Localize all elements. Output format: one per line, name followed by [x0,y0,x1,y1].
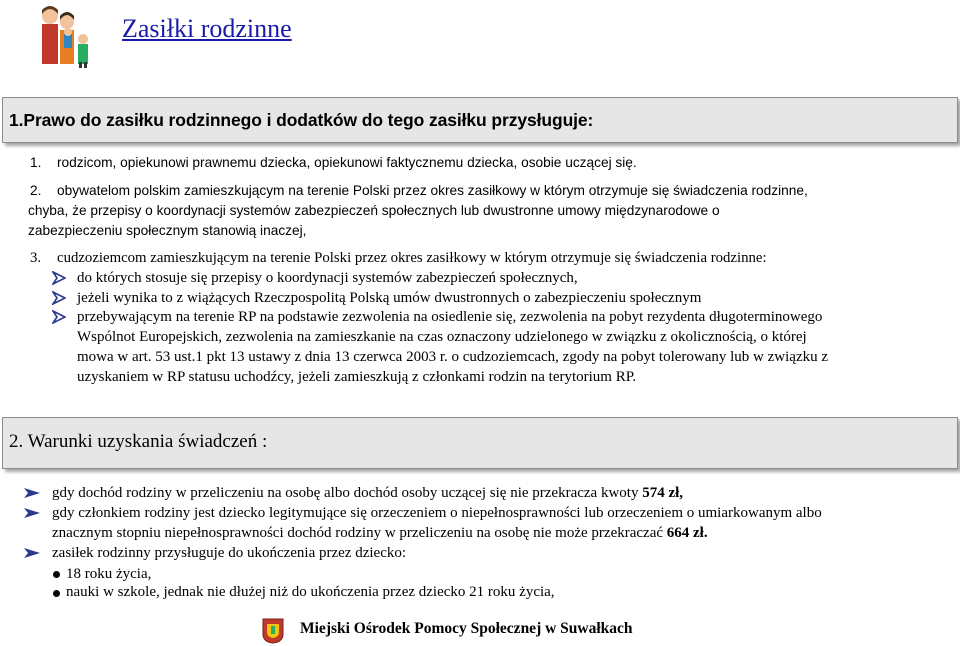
list-item [30,152,950,173]
condition-amount: 574 zł, [642,485,684,501]
condition-item: gdy członkiem rodziny jest dziecko legitymujące się orzeczeniem o niepełnosprawności lub orzeczeniem o umiarkowanym albo [52,505,822,521]
section2-heading: 2. Warunki uzyskania świadczeń : [9,431,268,452]
section1-heading-box [2,97,958,143]
section2-heading-box [2,417,958,469]
sub-list-item: jeżeli wynika to z wiążących Rzeczpospolitą Polską umów dwustronnych o zabezpieczeniu społecznym [77,290,702,306]
list-item-number: 1. [30,155,42,170]
age-item: 18 roku życia, [66,566,152,582]
sub-list-item-continuation: uzyskaniem w RP statusu uchodźcy, jeżeli zamieszkują z członkami rodzin na terytorium RP. [77,369,637,385]
crest-icon [262,618,284,644]
age-item: nauki w szkole, jednak nie dłużej niż do ukończenia przez dziecko 21 roku życia, [66,584,555,600]
list-item [30,248,955,269]
condition-item: zasiłek rodzinny przysługuje do ukończenia przez dziecko: [52,545,407,561]
section1-heading: 1.Prawo do zasiłku rodzinnego i dodatków do tego zasiłku przysługuje: [9,110,594,130]
list-item-number: 2. [30,183,42,198]
list-item-text: rodzicom, opiekunowi prawnemu dziecka, opiekunowi faktycznemu dziecka, osobie uczącej się. [57,155,637,170]
arrow-bullet-icon [52,271,66,285]
arrow-bullet-icon [24,546,40,560]
condition-item-continuation [52,523,708,543]
sub-list-item-continuation: mowa w art. 53 ust.1 pkt 13 ustawy z dnia 13 czerwca 2003 r. o cudzoziemcach, zgody na pobyt tolerowany lub w związku z [77,349,829,365]
dot-bullet-icon [53,590,60,597]
page-title-link[interactable]: Zasiłki rodzinne [122,14,292,43]
arrow-bullet-icon [24,486,40,500]
arrow-bullet-icon [24,506,40,520]
condition-text: znacznym stopniu niepełnosprawności dochód rodziny w przeliczeniu na osobę nie może przekraczać [52,525,667,541]
list-item-text: chyba, że przepisy o koordynacji systemów zabezpieczeń społecznych lub dwustronne umowy międzynarodowe o [28,203,720,218]
condition-item [52,483,683,503]
sub-list-item: do których stosuje się przepisy o koordynacji systemów zabezpieczeń społecznych, [77,270,578,286]
sub-list-item-continuation: Wspólnot Europejskich, zezwolenia na zamieszkanie na czas oznaczony udzielonego w związku z okolicznością, o której [77,329,807,345]
footer-institution: Miejski Ośrodek Pomocy Społecznej w Suwałkach [300,620,633,637]
list-item-number: 3. [30,250,42,266]
list-item-text: cudzoziemcom zamieszkującym na terenie Polski przez okres zasiłkowy w którym otrzymuje się świadczenia rodzinne: [57,250,767,266]
condition-text: gdy dochód rodziny w przeliczeniu na osobę albo dochód osoby uczącej się nie przekracza kwoty [52,485,643,501]
arrow-bullet-icon [52,291,66,305]
list-item-text: obywatelom polskim zamieszkującym na terenie Polski przez okres zasiłkowy w którym otrzymuje się świadczenia rodzinne, [57,183,808,198]
arrow-bullet-icon [52,310,66,324]
condition-amount: 664 zł. [666,525,708,541]
list-item [28,180,955,238]
sub-list-item: przebywającym na terenie RP na podstawie zezwolenia na osiedlenie się, zezwolenia na pobyt rezydenta długoterminowego [77,309,823,325]
family-logo-icon [38,4,100,68]
list-item-text: zabezpieczeniu społecznym stanowią inaczej, [28,223,307,238]
dot-bullet-icon [53,571,60,578]
